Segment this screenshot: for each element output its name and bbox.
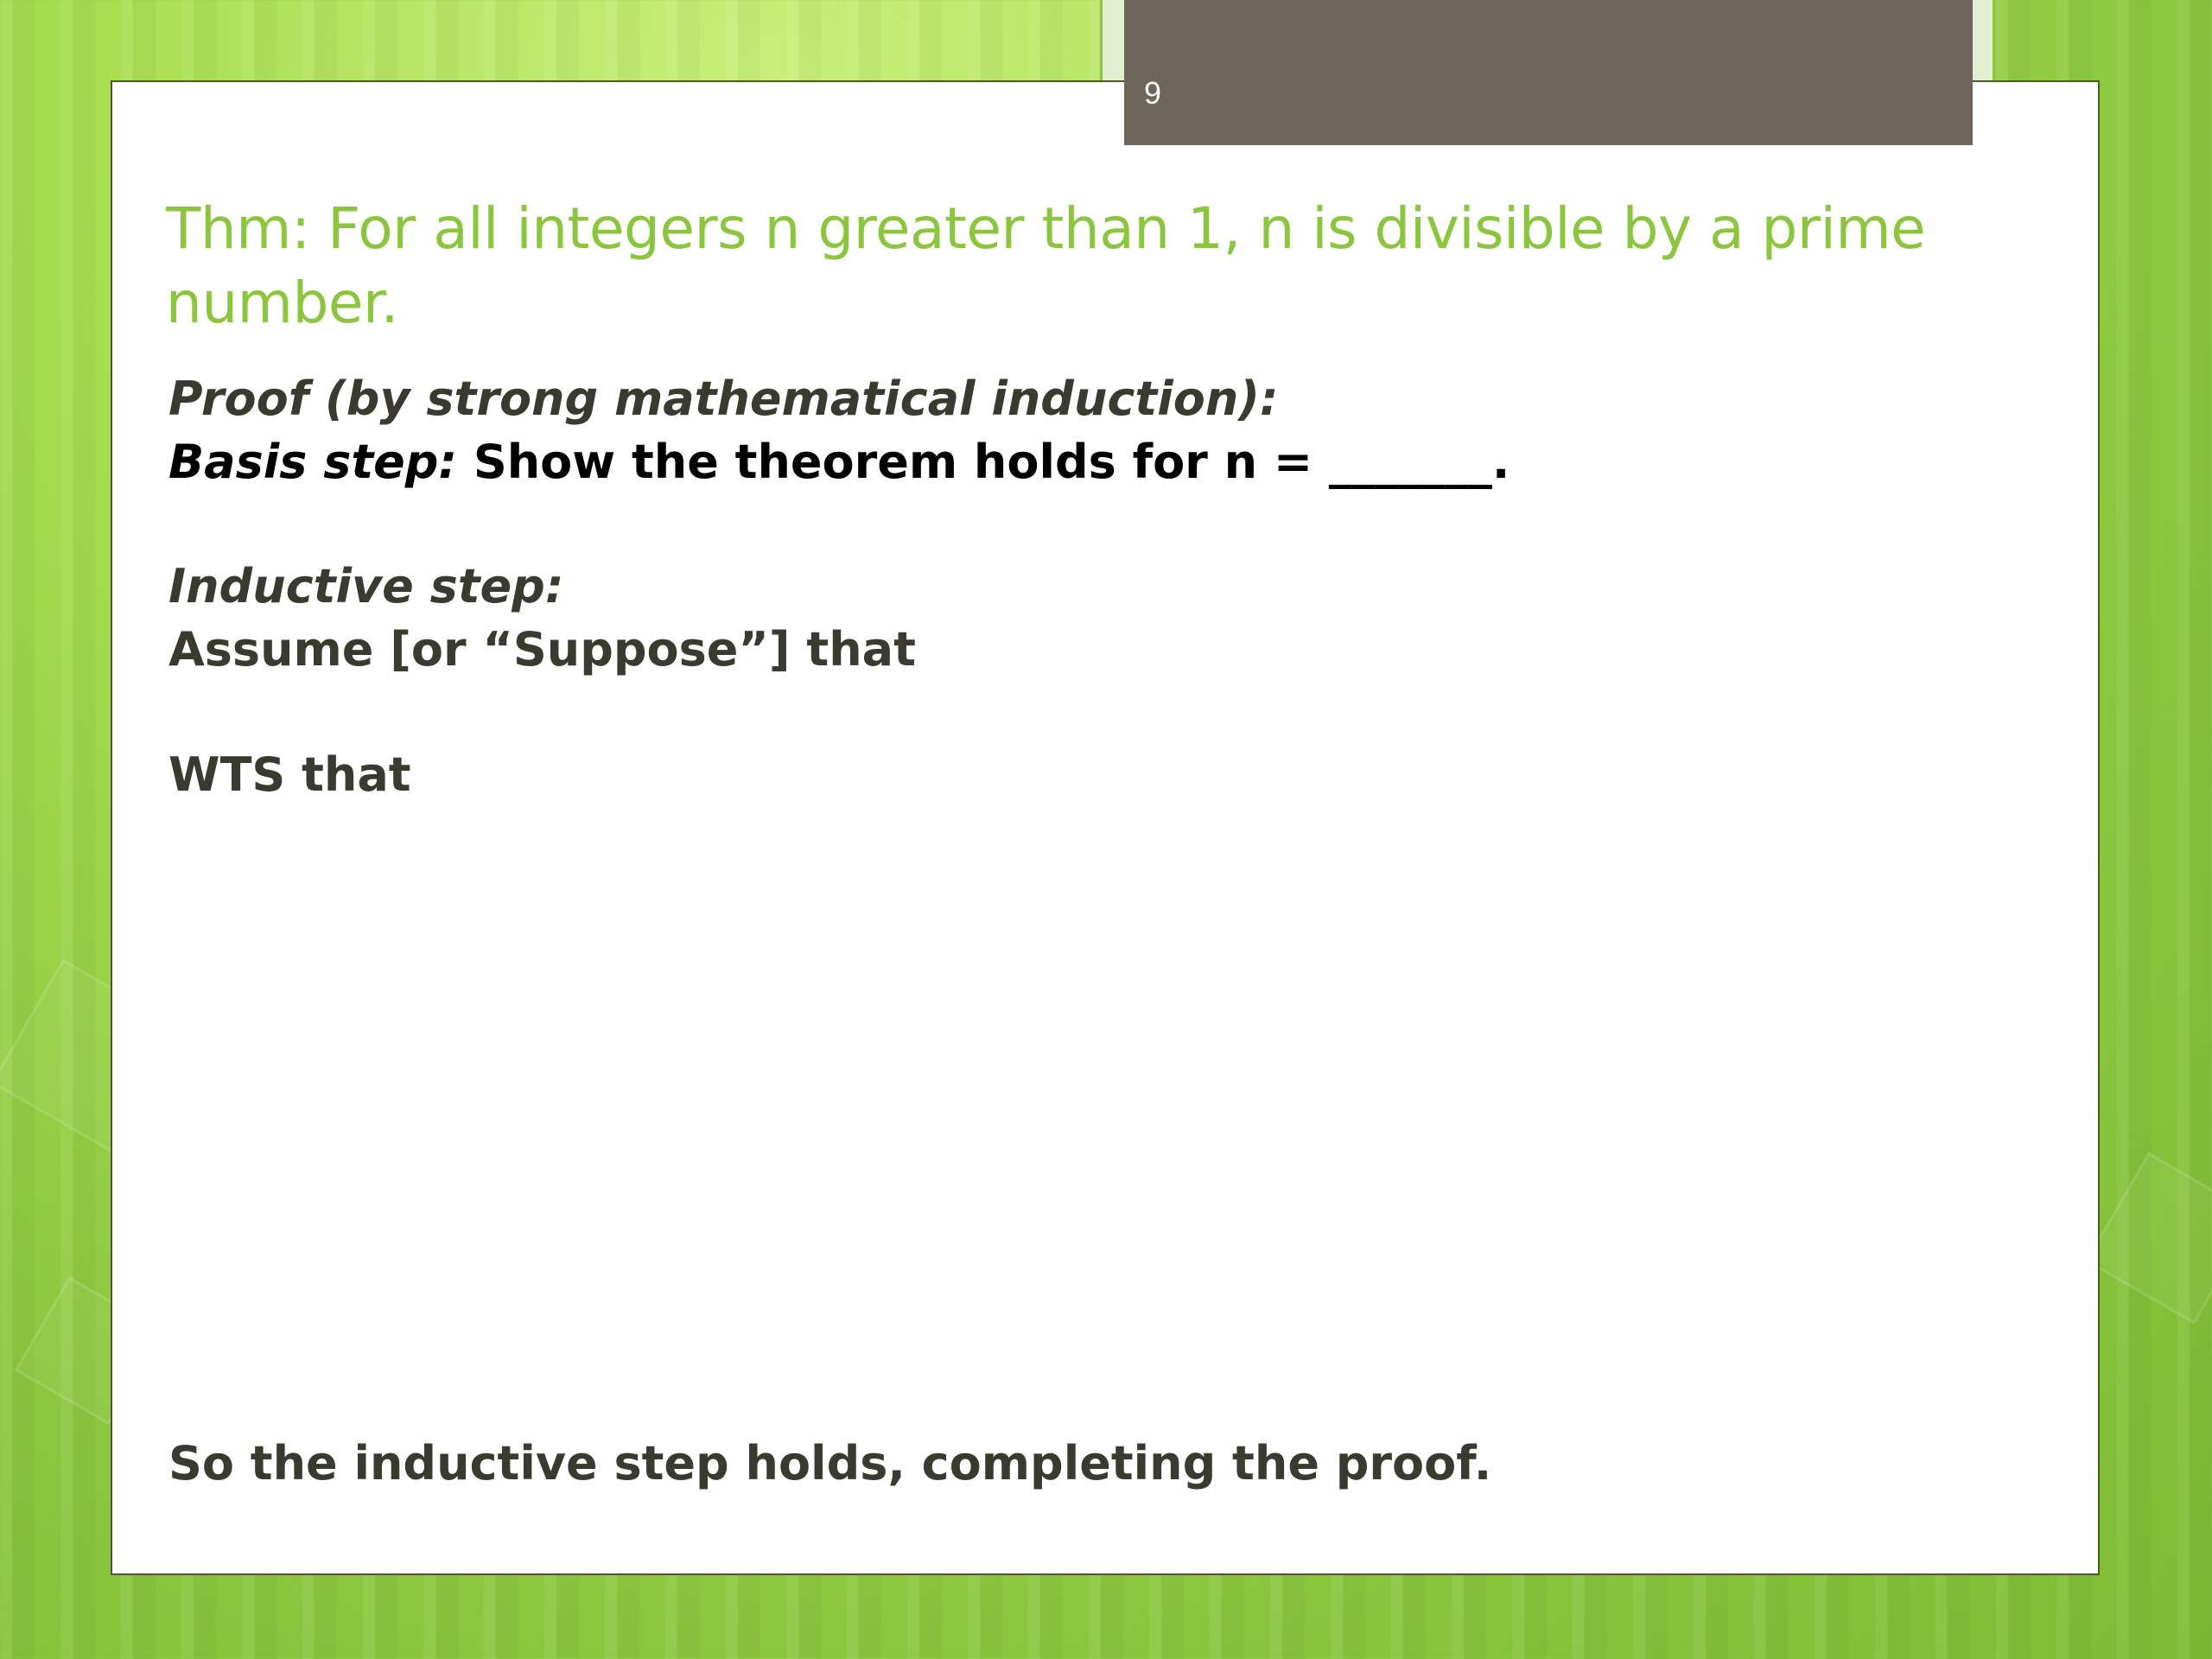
slide-number: 9: [1144, 75, 1162, 111]
assume-line: Assume [or “Suppose”] that: [168, 622, 916, 677]
inductive-step-heading: Inductive step:: [168, 559, 564, 613]
basis-step-label: Basis step:: [168, 435, 458, 489]
proof-heading: Proof (by strong mathematical induction):: [168, 372, 1279, 426]
basis-step-line: [168, 431, 2026, 493]
slide-title: Thm: For all integers n greater than 1, n is divisible by a prime number.: [166, 195, 1926, 336]
wts-line: WTS that: [168, 747, 411, 802]
background-hexagon: [2085, 1152, 2212, 1324]
slide-number-tab: [1124, 0, 1973, 145]
conclusion-line: So the inductive step holds, completing the proof.: [168, 1436, 1492, 1491]
basis-step-text: Show the theorem holds for n = _______.: [457, 435, 1510, 489]
